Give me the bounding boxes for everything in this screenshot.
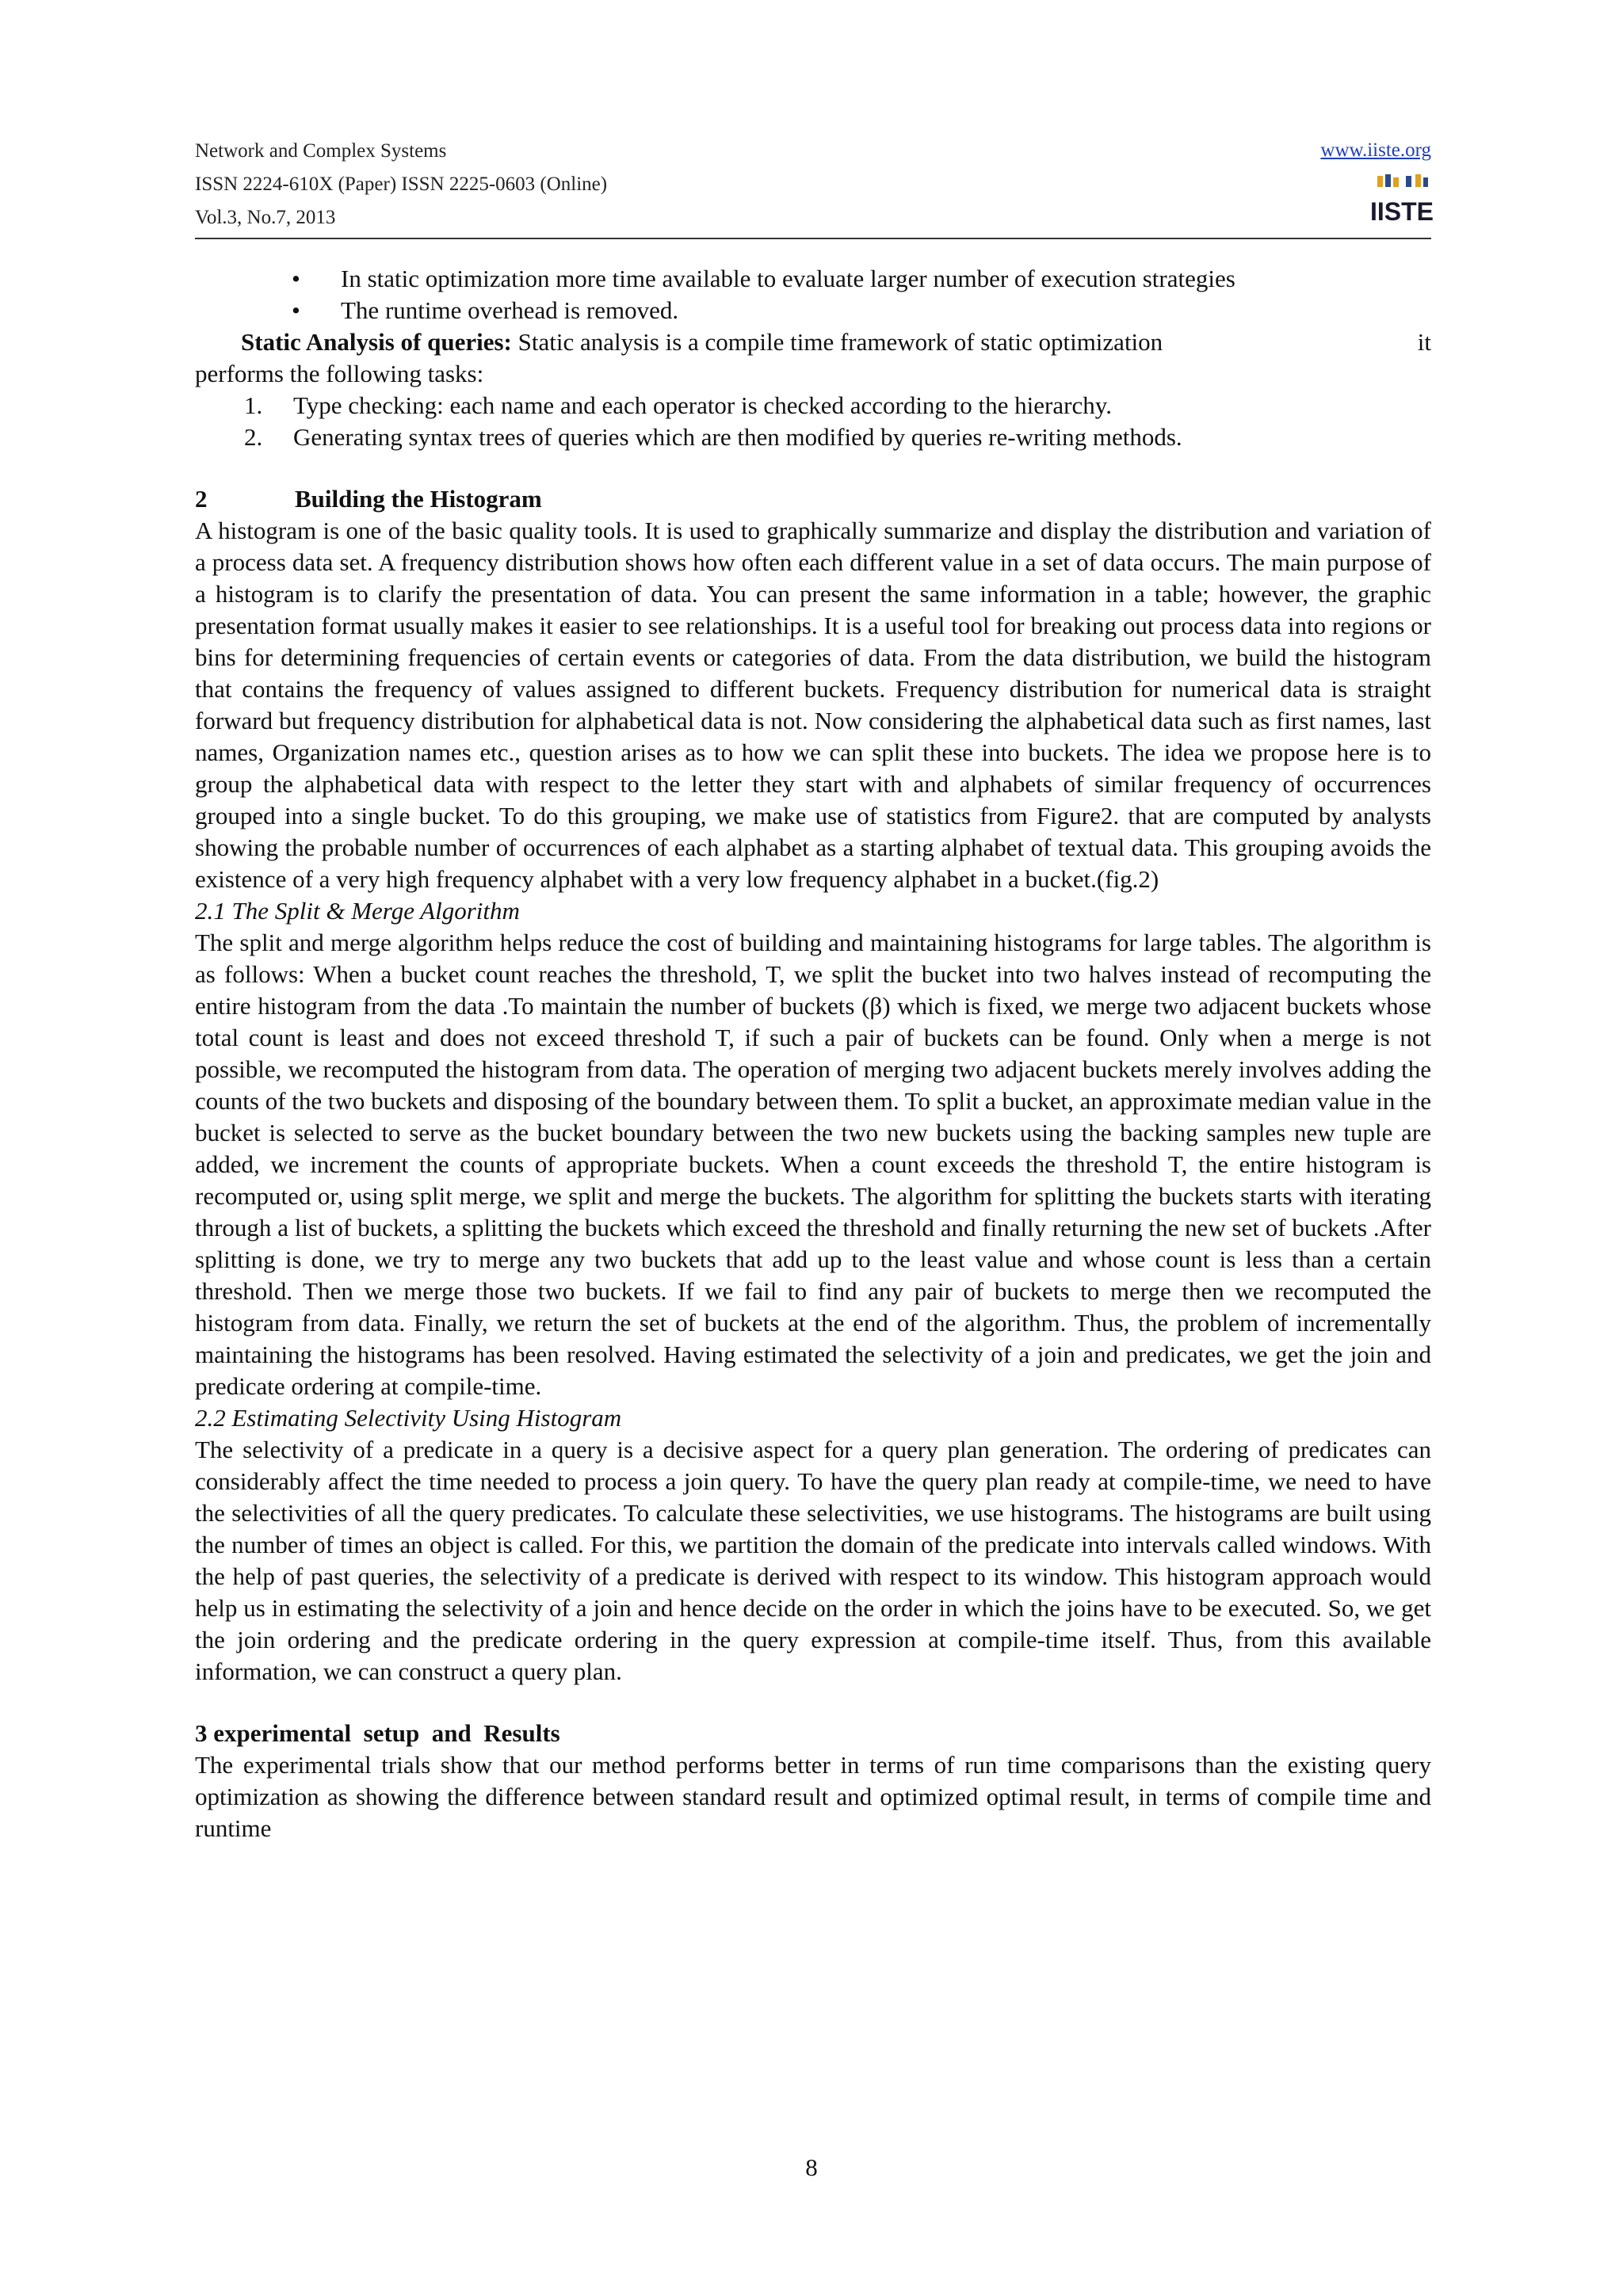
iiste-logo-icon: [1369, 173, 1434, 231]
bullet-item: • The runtime overhead is removed.: [195, 295, 1431, 326]
task-item: 1. Type checking: each name and each operator is checked according to the hierarchy.: [244, 391, 1112, 419]
static-analysis-label: Static Analysis of queries:: [241, 328, 512, 356]
journal-url-link[interactable]: www.iiste.org: [1320, 139, 1431, 161]
bullet-item: • In static optimization more time available to evaluate larger number of execution strategies: [195, 263, 1431, 295]
bullet-dot-icon: •: [292, 265, 300, 292]
section-3-paragraph: The experimental trials show that our method performs better in terms of run time comparisons than the existing query optimization as showing the difference between standard result and optimized optimal result, in terms of compile time and runtime: [195, 1751, 1431, 1842]
task-list: [195, 390, 1431, 453]
static-analysis-trailing: it: [1417, 328, 1431, 356]
strategy-bullets: [195, 263, 1431, 326]
section-2-1-paragraph: The split and merge algorithm helps reduce the cost of building and maintaining histograms for large tables. The algorithm is as follows: When a bucket count reaches the threshold, T, we split the bucket into two halves instead of recomputing the entire histogram from the data .To maintain the number of buckets (β) which is fixed, we merge two adjacent buckets whose total count is least and does not exceed threshold T, if such a pair of buckets can be found. Only when a merge is not possible, we recomputed the histogram from data. The operation of merging two adjacent buckets merely involves adding the counts of the two buckets and disposing of the boundary between them. To split a bucket, an approximate median value in the bucket is selected to serve as the bucket boundary between the two new buckets using the backing samples new tuple are added, we increment the counts of appropriate buckets. When a count exceeds the threshold T, the entire histogram is recomputed or, using split merge, we split and merge the buckets. The algorithm for splitting the buckets starts with iterating through a list of buckets, a splitting the buckets which exceed the threshold and finally returning the new set of buckets .After splitting is done, we try to merge any two buckets that add up to the least value and whose count is less than a certain threshold. Then we merge those two buckets. If we fail to find any pair of buckets to merge then we recomputed the histogram from data. Finally, we return the set of buckets at the end of the algorithm. Thus, the problem of incrementally maintaining the histograms has been resolved. Having estimated the selectivity of a join and predicates, we get the join and predicate ordering at compile-time.: [195, 929, 1431, 1400]
bullet-dot-icon: •: [292, 296, 300, 324]
section-2-1-heading: 2.1 The Split & Merge Algorithm: [195, 897, 520, 925]
journal-name: Network and Complex Systems: [195, 140, 447, 162]
issn-line: ISSN 2224-610X (Paper) ISSN 2225-0603 (Online): [195, 174, 608, 195]
section-2-paragraph: A histogram is one of the basic quality tools. It is used to graphically summarize and display the distribution and variation of a process data set. A frequency distribution shows how often each different value in a set of data occurs. The main purpose of a histogram is to clarify the presentation of data. You can present the same information in a table; however, the graphic presentation format usually makes it easier to see relationships. It is a useful tool for breaking out process data into regions or bins for determining frequencies of certain events or categories of data. From the data distribution, we build the histogram that contains the frequency of values assigned to different buckets. Frequency distribution for numerical data is straight forward but frequency distribution for alphabetical data is not. Now considering the alphabetical data such as first names, last names, Organization names etc., question arises as to how we can split these into buckets. The idea we propose here is to group the alphabetical data with respect to the letter they start with and alphabets of similar frequency of occurrences grouped into a single bucket. To do this grouping, we make use of statistics from Figure2. that are computed by analysts showing the probable number of occurrences of each alphabet as a starting alphabet of textual data. This grouping avoids the existence of a very high frequency alphabet with a very low frequency alphabet in a bucket.(fig.2): [195, 517, 1431, 893]
task-item: 2. Generating syntax trees of queries which are then modified by queries re-writing methods.: [244, 423, 1182, 451]
header-rule: [195, 238, 1431, 239]
logo-text: IISTE: [1369, 197, 1434, 226]
article-body: [195, 258, 1431, 1844]
volume-line: Vol.3, No.7, 2013: [195, 207, 336, 228]
section-2-2-heading: 2.2 Estimating Selectivity Using Histogram: [195, 1404, 622, 1432]
static-analysis-continuation: performs the following tasks:: [195, 360, 484, 387]
section-2-2-paragraph: The selectivity of a predicate in a query is a decisive aspect for a query plan generation. The ordering of predicates can considerably affect the time needed to process a join query. To have the query plan ready at compile-time, we need to have the selectivities of all the query predicates. To calculate these selectivities, we use histograms. The histograms are built using the number of times an object is called. For this, we partition the domain of the predicate into intervals called windows. With the help of past queries, the selectivity of a predicate is derived with respect to its window. This histogram approach would help us in estimating the selectivity of a join and hence decide on the order in which the joins have to be executed. So, we get the join ordering and the predicate ordering in the query expression at compile-time itself. Thus, from this available information, we can construct a query plan.: [195, 1436, 1431, 1685]
section-3-heading: 3 experimental setup and Results: [195, 1719, 560, 1747]
section-2-heading: 2 Building the Histogram: [195, 485, 542, 513]
page-number: 8: [805, 2153, 818, 2181]
static-analysis-paragraph: Static Analysis of queries: Static analysis is a compile time framework of static optimization it: [195, 326, 1431, 358]
page-header: [195, 133, 1434, 238]
